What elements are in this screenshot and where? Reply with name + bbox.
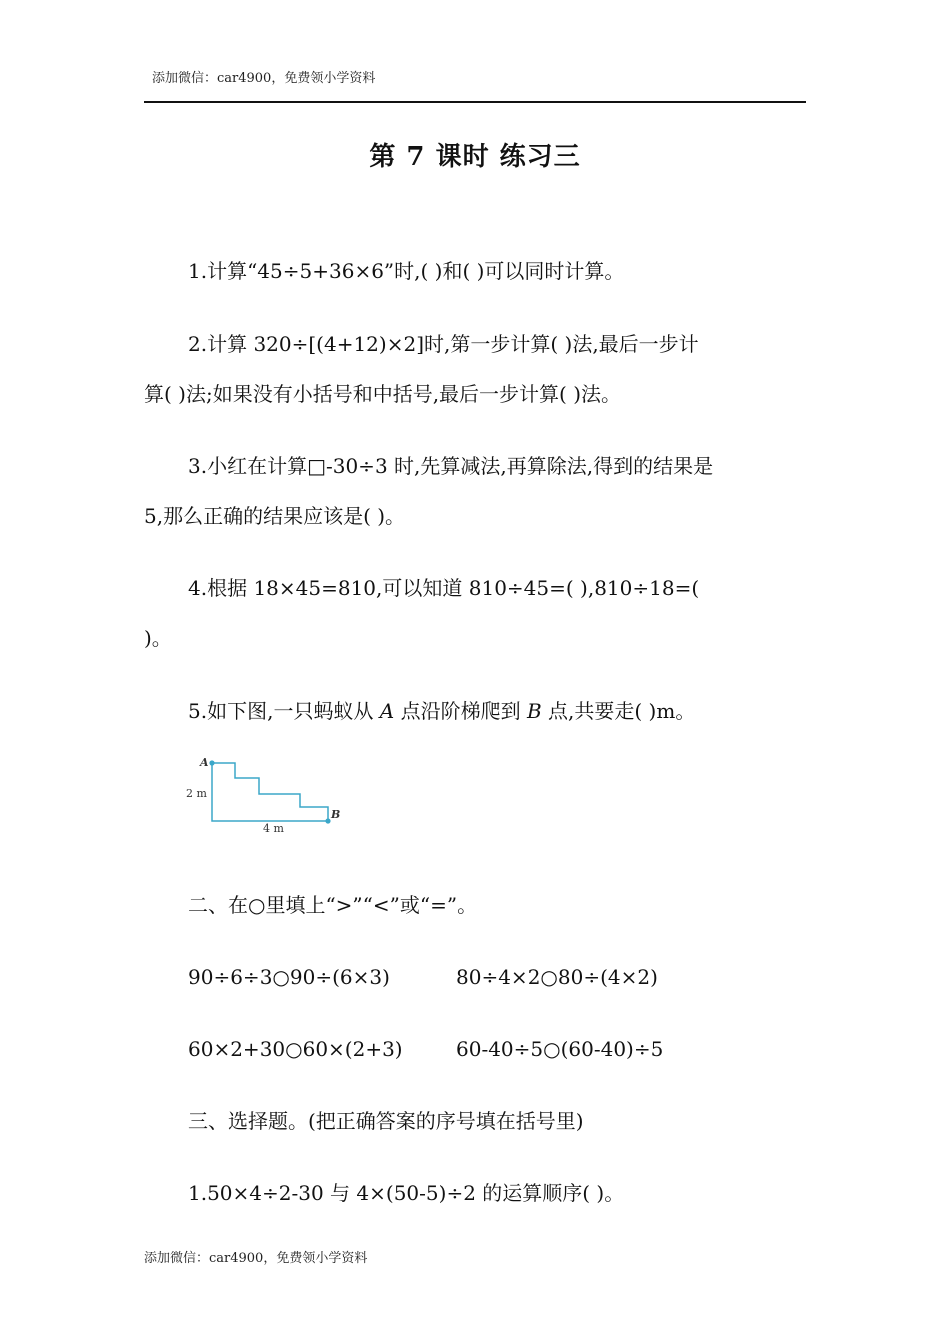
header-rule bbox=[144, 101, 806, 103]
figure-label-height: 2 m bbox=[186, 787, 207, 800]
question-2-line-1: 2.计算 320÷[(4+12)×2]时,第一步计算( )法,最后一步计 bbox=[188, 332, 699, 356]
question-1: 1.计算“45÷5+36×6”时,( )和( )可以同时计算。 bbox=[188, 259, 625, 283]
point-a-label: A bbox=[379, 699, 395, 723]
question-3-line-2: 5,那么正确的结果应该是( )。 bbox=[144, 504, 406, 528]
question-2-line-2: 算( )法;如果没有小括号和中括号,最后一步计算( )法。 bbox=[144, 382, 622, 406]
page-title: 第 7 课时 练习三 bbox=[369, 142, 581, 172]
question-4-line-1: 4.根据 18×45=810,可以知道 810÷45=( ),810÷18=( bbox=[188, 576, 700, 600]
compare-1-left: 90÷6÷3○90÷(6×3) bbox=[188, 965, 390, 989]
header-watermark: 添加微信：car4900，免费领小学资料 bbox=[152, 71, 376, 86]
question-5-middle: 点沿阶梯爬到 bbox=[394, 699, 527, 723]
figure-label-width: 4 m bbox=[263, 822, 284, 835]
staircase-figure bbox=[180, 750, 350, 840]
choice-question-1: 1.50×4÷2-30 与 4×(50-5)÷2 的运算顺序( )。 bbox=[188, 1181, 625, 1205]
point-b-dot bbox=[325, 818, 330, 823]
point-a-dot bbox=[209, 760, 214, 765]
question-5 bbox=[188, 699, 695, 723]
staircase-outline bbox=[212, 763, 328, 821]
question-4-line-2: )。 bbox=[144, 626, 172, 650]
section-3-heading: 三、选择题。(把正确答案的序号填在括号里) bbox=[188, 1109, 584, 1133]
figure-label-a: A bbox=[200, 756, 209, 769]
question-5-suffix: 点,共要走( )m。 bbox=[541, 699, 696, 723]
figure-label-b: B bbox=[331, 808, 341, 821]
question-3-line-1: 3.小红在计算□-30÷3 时,先算减法,再算除法,得到的结果是 bbox=[188, 454, 714, 478]
compare-2-left: 60×2+30○60×(2+3) bbox=[188, 1037, 403, 1061]
section-2-heading: 二、在○里填上“>”“<”或“=”。 bbox=[188, 893, 478, 917]
compare-2-right: 60-40÷5○(60-40)÷5 bbox=[456, 1037, 664, 1061]
question-5-prefix: 5.如下图,一只蚂蚁从 bbox=[188, 699, 380, 723]
footer-watermark: 添加微信：car4900，免费领小学资料 bbox=[144, 1251, 368, 1266]
compare-1-right: 80÷4×2○80÷(4×2) bbox=[456, 965, 658, 989]
point-b-label: B bbox=[526, 699, 542, 723]
